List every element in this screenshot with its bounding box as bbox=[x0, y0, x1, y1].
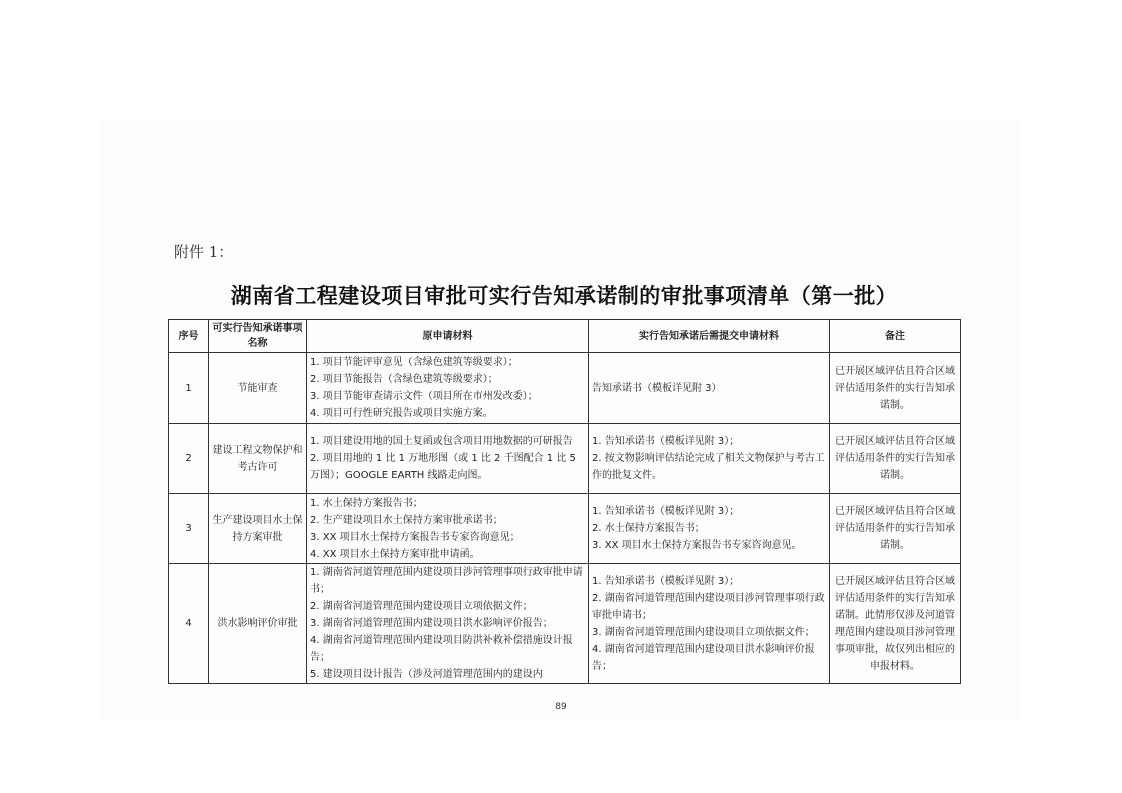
material-line: 1. 项目节能评审意见（含绿色建筑等级要求）； bbox=[310, 357, 518, 368]
row-item-name: 建设工程文物保护和考古许可 bbox=[209, 424, 307, 494]
header-original-materials: 原申请材料 bbox=[307, 320, 589, 353]
material-line: 4. 项目可行性研究报告或项目实施方案。 bbox=[310, 408, 493, 419]
row-note: 已开展区域评估且符合区域评估适用条件的实行告知承诺制。 bbox=[830, 494, 961, 564]
material-line: 2. 生产建设项目水土保持方案审批承诺书； bbox=[310, 514, 503, 526]
material-line: 1. 告知承诺书（模板详见附 3）； bbox=[592, 436, 740, 447]
row-post-commitment-materials bbox=[589, 424, 830, 494]
row-note: 已开展区域评估且符合区域评估适用条件的实行告知承诺制。 bbox=[830, 353, 961, 424]
material-line: 3. XX 项目水土保持方案报告书专家咨询意见； bbox=[310, 531, 520, 543]
attachment-label: 附件 1： bbox=[174, 243, 234, 261]
table-row bbox=[169, 494, 961, 564]
row-note: 已开展区域评估且符合区域评估适用条件的实行告知承诺制。 bbox=[830, 424, 961, 494]
material-line: 2. 项目节能报告（含绿色建筑等级要求）； bbox=[310, 374, 498, 385]
material-line: 2. 湖南省河道管理范围内建设项目涉河管理事项行政审批申请书； bbox=[592, 592, 825, 621]
header-note: 备注 bbox=[830, 320, 961, 353]
row-post-commitment-materials bbox=[589, 353, 830, 424]
header-seq: 序号 bbox=[169, 320, 209, 353]
header-item-name: 可实行告知承诺事项名称 bbox=[209, 320, 307, 353]
material-line: 告知承诺书（模板详见附 3） bbox=[592, 382, 722, 394]
row-original-materials bbox=[307, 564, 589, 684]
row-original-materials bbox=[307, 424, 589, 494]
table-row bbox=[169, 564, 961, 684]
material-line: 1. 湖南省河道管理范围内建设项目涉河管理事项行政审批申请书； bbox=[310, 567, 583, 595]
row-seq: 2 bbox=[169, 424, 209, 494]
material-line: 2. 水土保持方案报告书； bbox=[592, 523, 705, 534]
header-post-commitment-materials: 实行告知承诺后需提交申请材料 bbox=[589, 320, 830, 353]
table-row bbox=[169, 424, 961, 494]
row-seq: 4 bbox=[169, 564, 209, 684]
table-row bbox=[169, 353, 961, 424]
row-original-materials bbox=[307, 494, 589, 564]
material-line: 3. 湖南省河道管理范围内建设项目立项依据文件； bbox=[592, 626, 815, 638]
material-line: 3. 项目节能审查请示文件（项目所在市州发改委）； bbox=[310, 391, 538, 402]
material-line: 3. 湖南省河道管理范围内建设项目洪水影响评价报告； bbox=[310, 618, 553, 629]
row-post-commitment-materials bbox=[589, 494, 830, 564]
material-line: 1. 告知承诺书（模板详见附 3）； bbox=[592, 506, 740, 517]
material-line: 1. 水土保持方案报告书； bbox=[310, 497, 423, 509]
approval-items-table bbox=[168, 319, 961, 684]
material-line: 4. 湖南省河道管理范围内建设项目防洪补救补偿措施设计报告； bbox=[310, 635, 573, 663]
page-number: 89 bbox=[555, 702, 567, 712]
row-item-name: 节能审查 bbox=[209, 353, 307, 424]
material-line: 1. 告知承诺书（模板详见附 3）； bbox=[592, 575, 740, 587]
row-note: 已开展区域评估且符合区域评估适用条件的实行告知承诺制。此情形仅涉及河道管理范围内建设项目涉河管理事项审批，故仅列出相应的申报材料。 bbox=[830, 564, 961, 684]
document-title: 湖南省工程建设项目审批可实行告知承诺制的审批事项清单（第一批） bbox=[230, 284, 898, 308]
material-line: 2. 按文物影响评估结论完成了相关文物保护与考古工作的批复文件。 bbox=[592, 453, 825, 481]
material-line: 4. 湖南省河道管理范围内建设项目洪水影响评价报告； bbox=[592, 643, 815, 672]
row-post-commitment-materials bbox=[589, 564, 830, 684]
material-line: 4. XX 项目水土保持方案审批申请函。 bbox=[310, 548, 480, 560]
row-original-materials bbox=[307, 353, 589, 424]
material-line: 2. 湖南省河道管理范围内建设项目立项依据文件； bbox=[310, 601, 533, 612]
row-seq: 1 bbox=[169, 353, 209, 424]
row-seq: 3 bbox=[169, 494, 209, 564]
row-item-name: 洪水影响评价审批 bbox=[209, 564, 307, 684]
row-item-name: 生产建设项目水土保持方案审批 bbox=[209, 494, 307, 564]
material-line: 5. 建设项目设计报告（涉及河道管理范围内的建设内 bbox=[310, 669, 543, 680]
table-header-row bbox=[169, 320, 961, 353]
material-line: 1. 项目建设用地的国土复函或包含项目用地数据的可研报告 bbox=[310, 436, 573, 447]
material-line: 3. XX 项目水土保持方案报告书专家咨询意见。 bbox=[592, 540, 802, 551]
material-line: 2. 项目用地的 1 比 1 万地形图（或 1 比 2 千图配合 1 比 5 万图）；GOOGLE EARTH 线路走向图。 bbox=[310, 453, 576, 481]
